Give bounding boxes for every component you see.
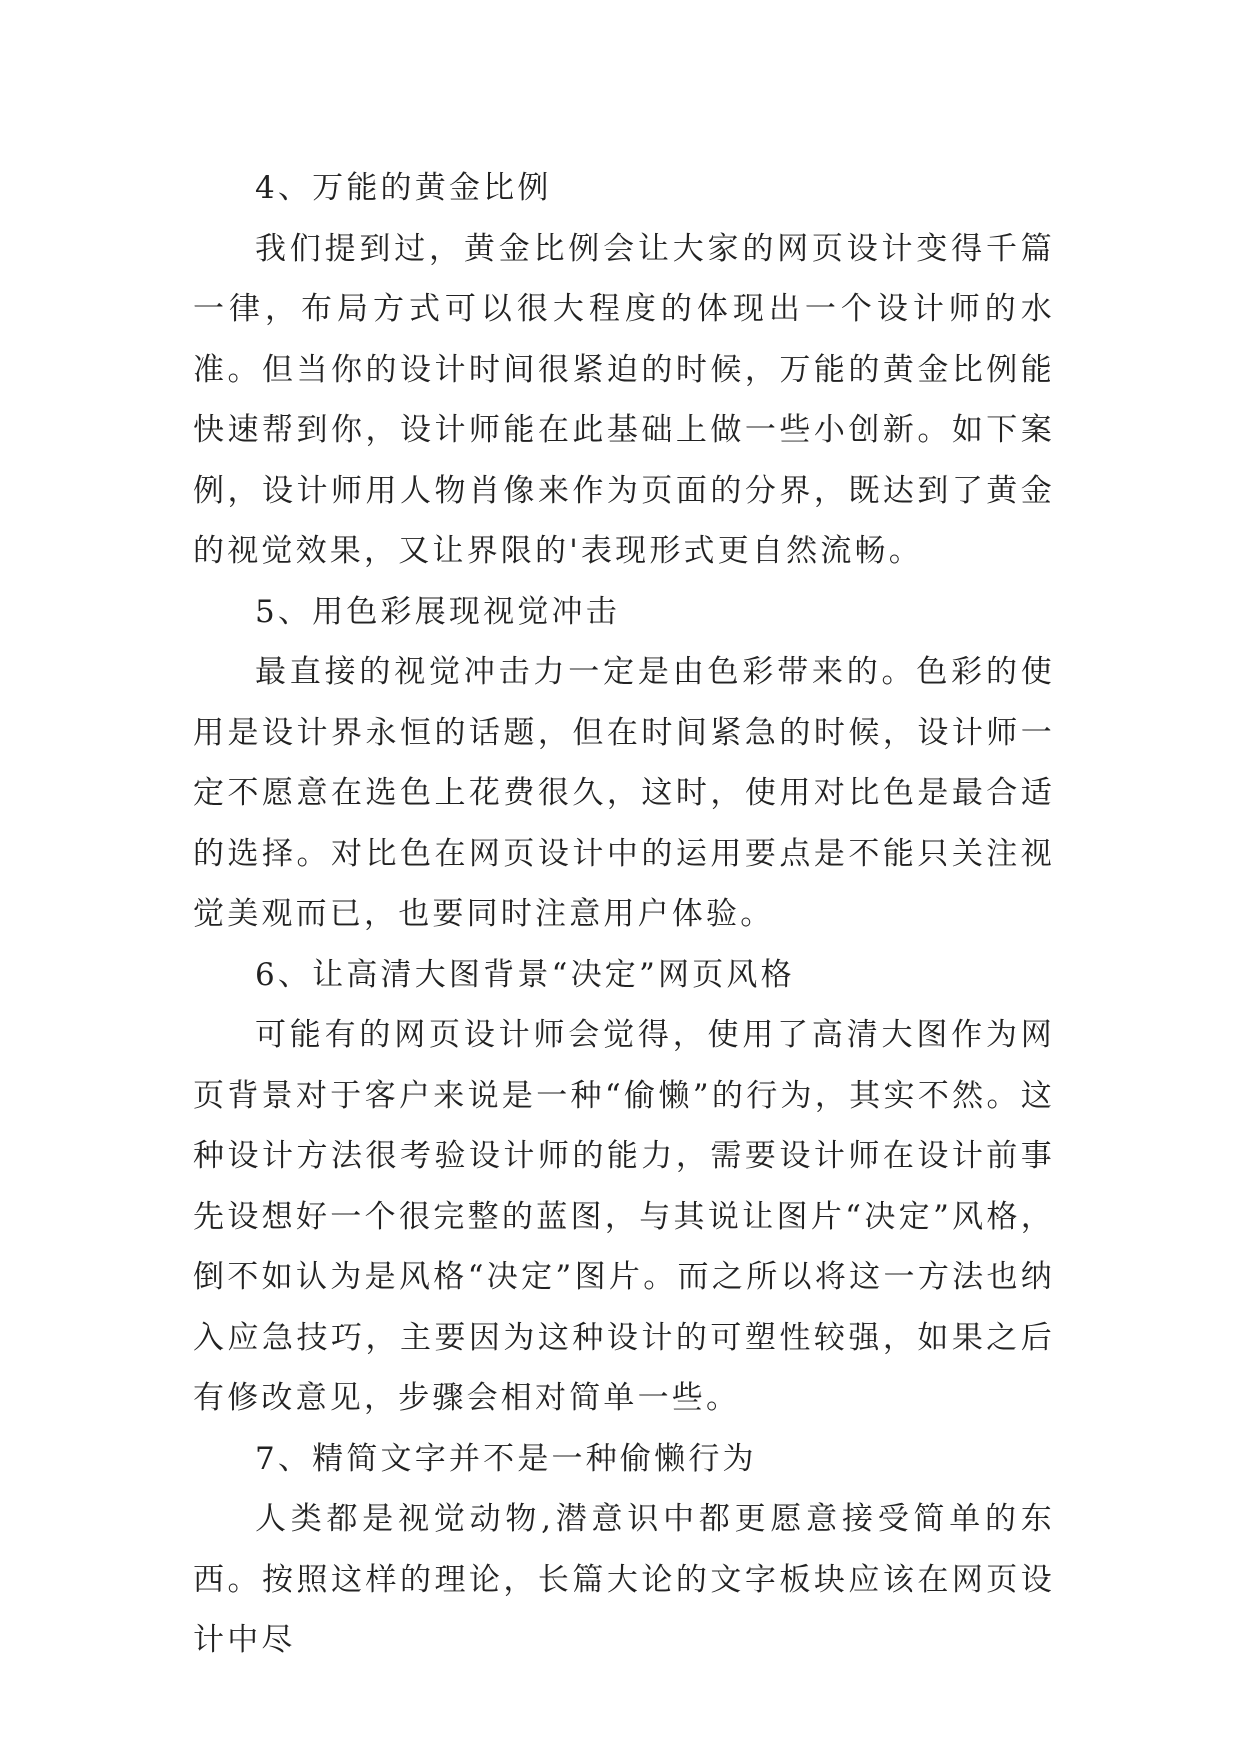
document-body <box>193 158 1055 1671</box>
paragraph-concise-text: 人类都是视觉动物,潜意识中都更愿意接受简单的东西。按照这样的理论，长篇大论的文字板块应该在网页设计中尽 <box>193 1501 1055 1658</box>
section-heading-7: 7、精简文字并不是一种偷懒行为 <box>255 1440 757 1477</box>
section-heading-4: 4、万能的黄金比例 <box>255 170 552 206</box>
paragraph-color-impact: 最直接的视觉冲击力一定是由色彩带来的。色彩的使用是设计界永恒的话题，但在时间紧急的时候，设计师一定不愿意在选色上花费很久，这时，使用对比色是最合适的选择。对比色在网页设计中的运用要点是不能只关注视觉美观而已，也要同时注意用户体验。 <box>193 654 1055 932</box>
section-heading-5: 5、用色彩展现视觉冲击 <box>255 593 620 630</box>
section-heading-6: 6、让高清大图背景“决定”网页风格 <box>255 956 795 993</box>
paragraph-golden-ratio: 我们提到过，黄金比例会让大家的网页设计变得千篇一律，布局方式可以很大程度的体现出一个设计师的水准。但当你的设计时间很紧迫的时候，万能的黄金比例能快速帮到你，设计师能在此基础上做一些小创新。如下案例，设计师用人物肖像来作为页面的分界，既达到了黄金的视觉效果，又让界限的'表现形式更自然流畅。 <box>193 230 1055 569</box>
paragraph-hd-background: 可能有的网页设计师会觉得，使用了高清大图作为网页背景对于客户来说是一种“偷懒”的行为，其实不然。这种设计方法很考验设计师的能力，需要设计师在设计前事先设想好一个很完整的蓝图，与其说让图片“决定”风格，倒不如认为是风格“决定”图片。而之所以将这一方法也纳入应急技巧，主要因为这种设计的可塑性较强，如果之后有修改意见，步骤会相对简单一些。 <box>193 1017 1055 1416</box>
